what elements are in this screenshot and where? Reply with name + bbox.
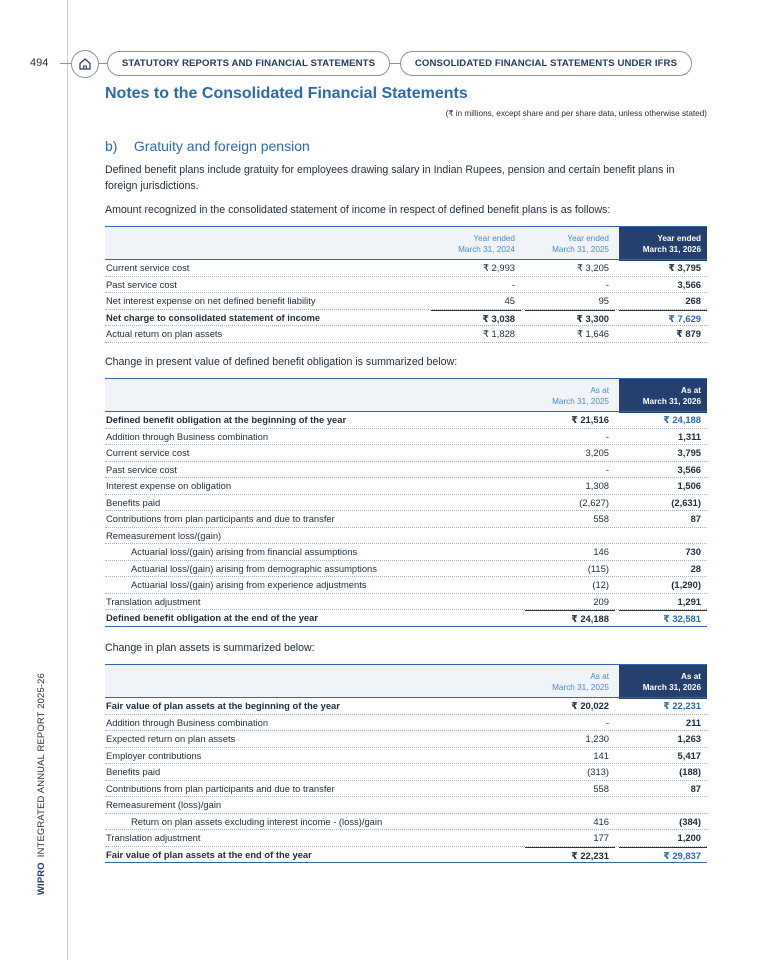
- column-header: Year ended March 31, 2024: [458, 234, 515, 254]
- cell-prior-year: 558: [593, 513, 609, 524]
- table-row: [105, 445, 707, 462]
- header-rule-left: [60, 63, 71, 64]
- cell-prior-year: (12): [592, 579, 609, 590]
- cell-current-year: 87: [690, 782, 701, 794]
- cell-prior-year: (2,627): [579, 496, 609, 508]
- row-label: Translation adjustment: [106, 832, 201, 843]
- tab-consolidated-statements[interactable]: CONSOLIDATED FINANCIAL STATEMENTS UNDER IFRS: [400, 51, 692, 76]
- cell-prior-year: (313): [587, 766, 609, 777]
- table-row: [105, 610, 707, 627]
- row-label: Fair value of plan assets at the beginning of the year: [106, 700, 340, 711]
- cell-current-year: 5,417: [677, 749, 701, 761]
- table-header: [105, 378, 707, 412]
- cell-current-year: ₹ 24,188: [663, 414, 701, 425]
- row-label: Remeasurement loss/(gain): [106, 529, 222, 541]
- row-label: Actuarial loss/(gain) arising from financial assumptions: [131, 546, 358, 557]
- units-note: (₹ in millions, except share and per share data, unless otherwise stated): [445, 109, 707, 118]
- column-header-current: As at March 31, 2026: [619, 665, 707, 699]
- row-label: Past service cost: [106, 278, 177, 290]
- row-label: Current service cost: [106, 447, 190, 458]
- table3-lead: Change in plan assets is summarized below:: [105, 642, 315, 654]
- section-heading: [105, 138, 310, 154]
- table-row: [105, 797, 707, 814]
- column-header-current: Year ended March 31, 2026: [619, 227, 707, 261]
- row-label: Actual return on plan assets: [106, 328, 223, 339]
- cell-prior-year: [525, 797, 615, 813]
- cell-prior-year: -: [511, 278, 515, 290]
- cell-prior-year: (115): [587, 562, 609, 574]
- header-rule-connector: [99, 63, 107, 64]
- cell-current-year: 28: [690, 562, 701, 574]
- home-icon: [78, 57, 92, 71]
- sidebar-report-label: [35, 673, 46, 895]
- table-header: [105, 226, 707, 260]
- table-body: [105, 412, 707, 627]
- cell-current-year: 1,311: [678, 430, 701, 442]
- column-header: Year ended March 31, 2025: [552, 234, 609, 254]
- cell-prior-year: -: [605, 278, 609, 290]
- table-row: [105, 511, 707, 528]
- table-row: [105, 412, 707, 429]
- row-label: Employer contributions: [106, 749, 202, 761]
- cell-prior-year: ₹ 22,231: [525, 847, 615, 863]
- cell-prior-year: ₹ 3,300: [525, 310, 615, 326]
- table2-lead: Change in present value of defined benefit obligation is summarized below:: [105, 356, 458, 368]
- section-title: Gratuity and foreign pension: [133, 138, 310, 154]
- cell-current-year: ₹ 29,837: [619, 847, 707, 863]
- table-row: [105, 847, 707, 864]
- table-row: [105, 715, 707, 732]
- cell-current-year: (188): [679, 766, 701, 777]
- row-label: Expected return on plan assets: [106, 733, 236, 744]
- table-row: [105, 326, 707, 343]
- row-label: Actuarial loss/(gain) arising from demographic assumptions: [131, 562, 377, 574]
- plan-assets-table: [105, 664, 707, 863]
- intro-paragraph: Defined benefit plans include gratuity for employees drawing salary in Indian Rupees, pension and certain benefit plans in foreign jurisdictions.: [105, 164, 675, 192]
- home-button[interactable]: [71, 50, 99, 78]
- row-label: Return on plan assets excluding interest income - (loss)/gain: [131, 815, 383, 827]
- table-row: [105, 260, 707, 277]
- cell-current-year: ₹ 3,795: [668, 262, 701, 273]
- table-row: [105, 462, 707, 479]
- cell-prior-year: ₹ 24,188: [525, 610, 615, 626]
- table-row: [105, 310, 707, 327]
- cell-current-year: (2,631): [671, 496, 701, 508]
- cell-current-year: ₹ 879: [676, 328, 701, 339]
- row-label: Addition through Business combination: [106, 716, 269, 728]
- cell-prior-year: -: [605, 430, 609, 442]
- row-label: Translation adjustment: [106, 595, 201, 607]
- row-label: Interest expense on obligation: [106, 480, 232, 491]
- cell-prior-year: -: [605, 716, 609, 728]
- column-header-current: As at March 31, 2026: [619, 379, 707, 413]
- cell-prior-year: 177: [593, 832, 609, 843]
- cell-prior-year: [525, 528, 615, 544]
- cell-prior-year: ₹ 21,516: [571, 414, 609, 425]
- cell-prior-year: 146: [593, 546, 609, 557]
- page-title: Notes to the Consolidated Financial Statements: [105, 85, 468, 102]
- column-header: As at March 31, 2025: [552, 672, 609, 692]
- table1-lead: Amount recognized in the consolidated statement of income in respect of defined benefit plans is as follows:: [105, 204, 611, 216]
- cell-prior-year: -: [605, 463, 609, 475]
- table-row: [105, 478, 707, 495]
- cell-current-year: 3,566: [677, 463, 701, 475]
- table-row: [105, 293, 707, 310]
- cell-current-year: ₹ 22,231: [663, 700, 701, 711]
- cell-current-year: 1,506: [677, 480, 701, 491]
- row-label: Past service cost: [106, 463, 177, 475]
- row-label: Remeasurement (loss)/gain: [106, 799, 222, 810]
- table-row: [105, 830, 707, 847]
- row-label: Actuarial loss/(gain) arising from experience adjustments: [131, 579, 367, 590]
- cell-prior-year: ₹ 3,205: [576, 262, 609, 273]
- table-row: [105, 764, 707, 781]
- cell-prior-year: ₹ 20,022: [571, 700, 609, 711]
- cell-prior-year: 558: [593, 782, 609, 794]
- table-row: [105, 577, 707, 594]
- report-name: INTEGRATED ANNUAL REPORT 2025-26: [35, 672, 46, 858]
- table-row: [105, 594, 707, 611]
- cell-current-year: 87: [690, 513, 701, 524]
- cell-prior-year: 209: [593, 595, 609, 607]
- row-label: Benefits paid: [106, 766, 161, 777]
- column-header: As at March 31, 2025: [552, 386, 609, 406]
- cell-current-year: 1,291: [677, 595, 701, 607]
- row-label: Addition through Business combination: [106, 430, 269, 442]
- cell-prior-year: ₹ 3,038: [431, 310, 521, 326]
- table-body: [105, 260, 707, 343]
- row-label: Benefits paid: [106, 496, 161, 508]
- benefit-obligation-table: [105, 378, 707, 627]
- cell-prior-year: 416: [593, 815, 609, 827]
- table-row: [105, 544, 707, 561]
- cell-prior-year: 3,205: [585, 447, 609, 458]
- cell-current-year: (384): [679, 815, 701, 827]
- table-row: [105, 495, 707, 512]
- table-row: [105, 814, 707, 831]
- section-label: b): [105, 138, 118, 154]
- row-label: Current service cost: [106, 262, 190, 273]
- cell-current-year: 3,566: [677, 278, 701, 290]
- cell-prior-year: 45: [504, 295, 515, 306]
- cell-current-year: 730: [685, 546, 701, 557]
- cell-current-year: [619, 528, 707, 544]
- row-label: Defined benefit obligation at the beginning of the year: [106, 414, 347, 425]
- row-label: Net charge to consolidated statement of income: [106, 311, 321, 323]
- cell-current-year: 268: [685, 295, 701, 306]
- cell-prior-year: 95: [598, 295, 609, 306]
- table-row: [105, 561, 707, 578]
- table-row: [105, 429, 707, 446]
- cell-current-year: [619, 797, 707, 813]
- page-number: 494: [30, 57, 49, 69]
- cell-prior-year: ₹ 1,646: [576, 328, 609, 339]
- row-label: Defined benefit obligation at the end of the year: [106, 612, 318, 623]
- cell-current-year: 3,795: [677, 447, 701, 458]
- table-header: [105, 664, 707, 698]
- cell-prior-year: ₹ 2,993: [482, 262, 515, 273]
- page-margin-line: [67, 0, 68, 960]
- cell-current-year: 1,200: [677, 832, 701, 843]
- table-body: [105, 698, 707, 863]
- cell-current-year: ₹ 7,629: [619, 310, 707, 326]
- cell-prior-year: 1,230: [585, 733, 609, 744]
- cell-current-year: (1,290): [671, 579, 701, 590]
- row-label: Contributions from plan participants and due to transfer: [106, 513, 335, 524]
- table-row: [105, 781, 707, 798]
- brand-logo-text: WIPRO: [35, 862, 46, 895]
- row-label: Fair value of plan assets at the end of the year: [106, 848, 312, 860]
- table-row: [105, 748, 707, 765]
- cell-prior-year: ₹ 1,828: [482, 328, 515, 339]
- header-rule-connector: [390, 63, 400, 64]
- income-charge-table: [105, 226, 707, 343]
- table-row: [105, 698, 707, 715]
- table-row: [105, 277, 707, 294]
- cell-current-year: 211: [685, 716, 701, 728]
- cell-prior-year: 141: [593, 749, 609, 761]
- cell-current-year: 1,263: [677, 733, 701, 744]
- table-row: [105, 731, 707, 748]
- tab-statutory-reports[interactable]: STATUTORY REPORTS AND FINANCIAL STATEMENTS: [107, 51, 390, 76]
- cell-current-year: ₹ 32,581: [619, 610, 707, 626]
- table-row: [105, 528, 707, 545]
- row-label: Net interest expense on net defined benefit liability: [106, 295, 316, 306]
- cell-prior-year: 1,308: [585, 480, 609, 491]
- row-label: Contributions from plan participants and due to transfer: [106, 782, 335, 794]
